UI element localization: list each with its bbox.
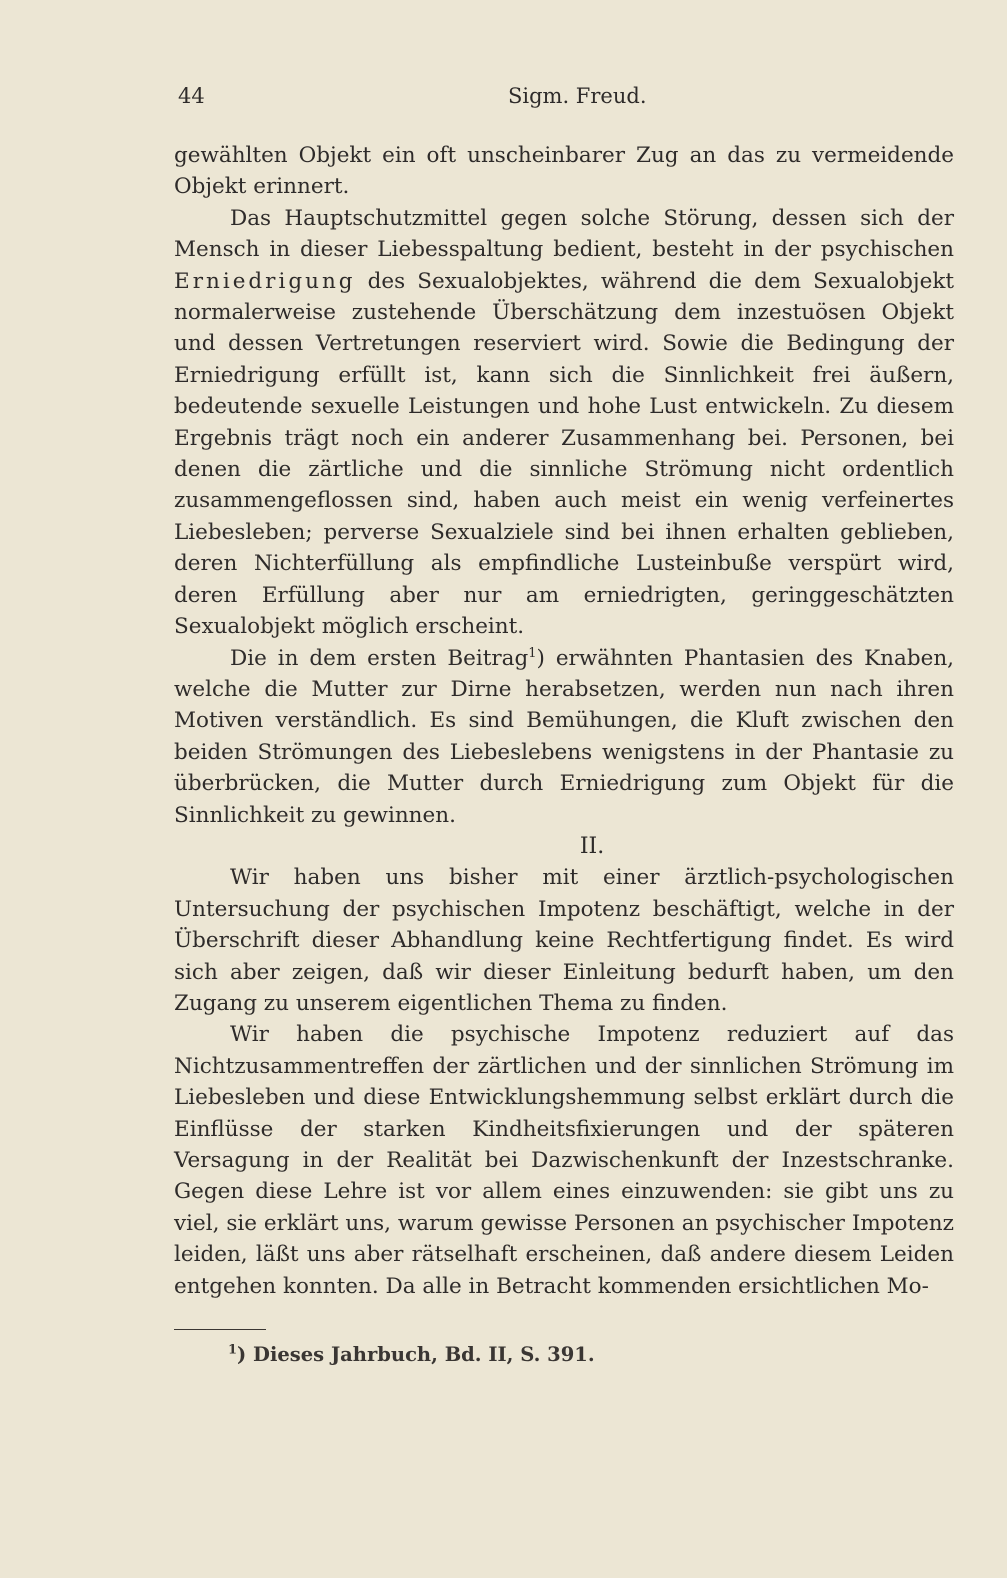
paragraph-text: Die in dem ersten Beitrag <box>230 645 529 671</box>
emphasized-term: Erniedrigung <box>174 268 356 294</box>
paragraph-text: des Sexualobjektes, während die dem Sexualobjekt normalerweise zustehende Überschätzung dem inzestuösen Objekt und dessen Vertretungen reserviert wird. Sowie die Bedingung der Erniedrigung erfüllt ist, kann sich die Sinnlichkeit frei äußern, bedeutende sexuelle Leistungen und hohe Lust entwickeln. Zu diesem Ergebnis trägt noch ein anderer Zusammenhang bei. Personen, bei denen die zärtliche und die sinnliche Strömung nicht ordentlich zusammengeflossen sind, haben auch meist ein wenig verfeinertes Liebesleben; perverse Sexualziele sind bei ihnen erhalten geblieben, deren Nichterfüllung als empfindliche Lusteinbuße verspürt wird, deren Erfüllung aber nur am erniedrigten, geringgeschätzten Sexualobjekt möglich erscheint. <box>174 268 954 640</box>
footnote <box>228 1343 928 1366</box>
paragraph <box>174 203 954 643</box>
paragraph-continuation: gewählten Objekt ein oft unscheinbarer Zug an das zu vermeidende Objekt erinnert. <box>174 143 954 200</box>
page-number: 44 <box>178 84 205 108</box>
paragraph: Wir haben die psychische Impotenz reduziert auf das Nichtzusammentreffen der zärtlichen und der sinnlichen Strömung im Liebesleben und diese Entwicklungshemmung selbst erklärt durch die Einflüsse der starken Kindheitsfixierungen und der späteren Versagung in der Realität bei Dazwischenkunft der Inzestschranke. Gegen diese Lehre ist vor allem eines einzuwenden: sie gibt uns zu viel, sie erklärt uns, warum gewisse Personen an psychischer Impotenz leiden, läßt uns aber rätselhaft erscheinen, daß andere diesem Leiden entgehen konnten. Da alle in Betracht kommenden ersichtlichen Mo- <box>174 1022 954 1299</box>
page-header <box>178 84 950 118</box>
section-heading: II. <box>579 833 605 859</box>
paragraph <box>174 643 954 831</box>
paragraph-text: Das Hauptschutzmittel gegen solche Störung, dessen sich der Mensch in dieser Liebesspaltung bedient, besteht in der psychischen <box>174 205 954 263</box>
footnote-divider <box>174 1329 266 1330</box>
footnote-reference: 1 <box>528 645 537 661</box>
body-text <box>174 140 954 1302</box>
paragraph: Wir haben uns bisher mit einer ärztlich-psychologischen Untersuchung der psychischen Impotenz beschäftigt, welche in der Überschrift dieser Abhandlung keine Rechtfertigung findet. Es wird sich aber zeigen, daß wir dieser Einleitung bedurft haben, um den Zugang zu unserem eigentlichen Thema zu finden. <box>174 865 954 1016</box>
paragraph-text: ) erwähnten Phantasien des Knaben, welche die Mutter zur Dirne herabsetzen, werden nun nach ihren Motiven verständlich. Es sind Bemühungen, die Kluft zwischen den beiden Strömungen des Liebeslebens wenigstens in der Phantasie zu überbrücken, die Mutter durch Erniedrigung zum Objekt für die Sinnlichkeit zu gewinnen. <box>174 645 955 828</box>
footnote-text: ) Dieses Jahrbuch, Bd. II, S. 391. <box>237 1343 595 1366</box>
footnote-marker: 1 <box>228 1342 238 1358</box>
running-head: Sigm. Freud. <box>508 84 647 108</box>
